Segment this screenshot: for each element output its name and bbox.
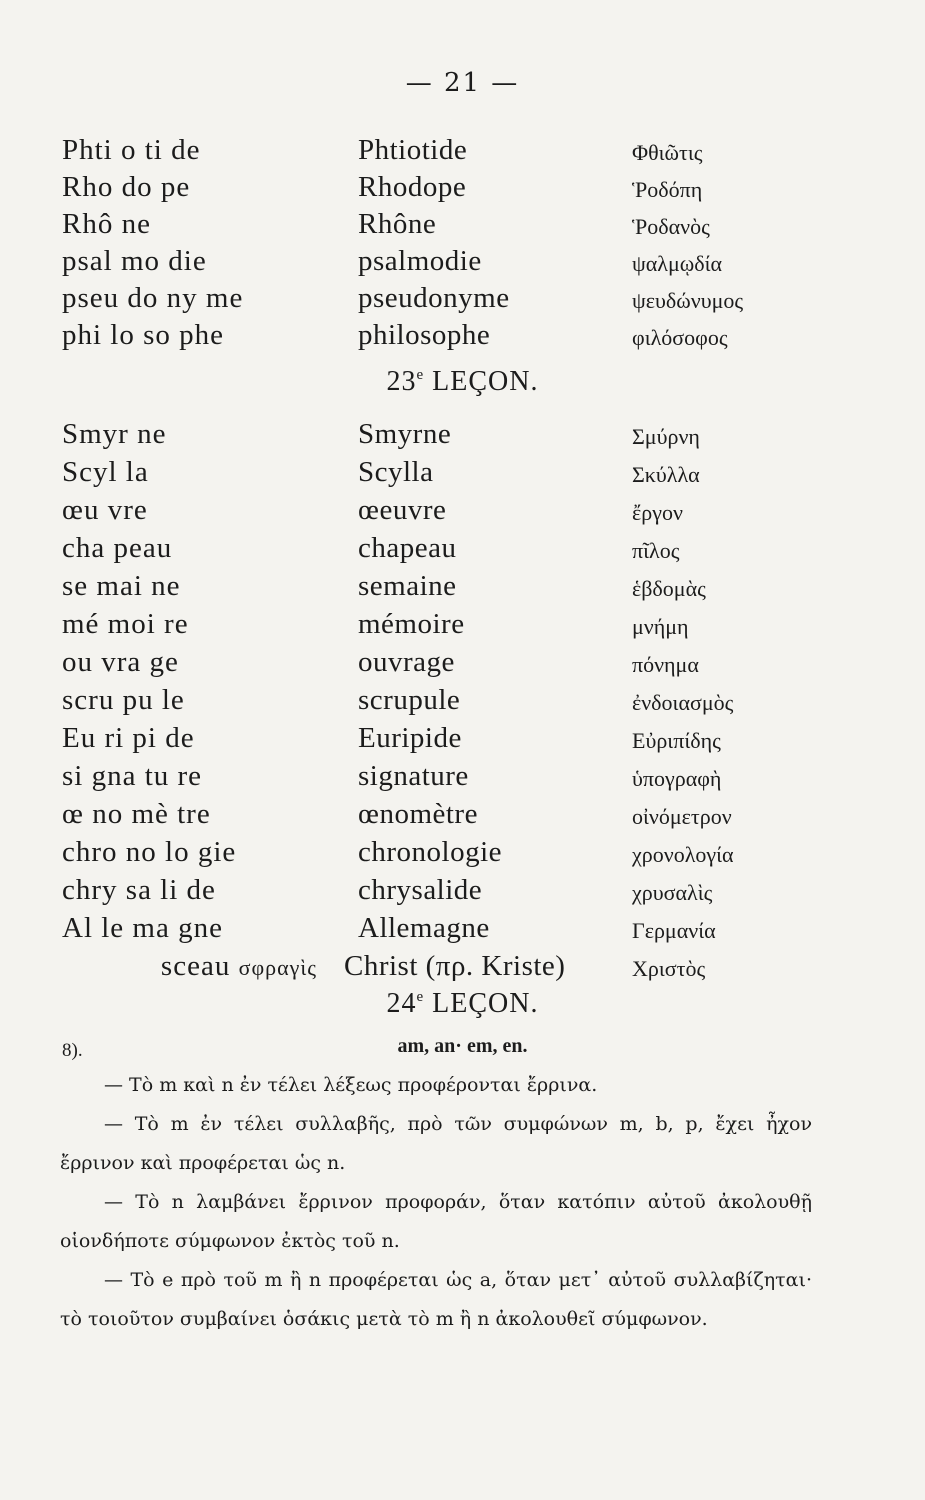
french-word: signature — [358, 760, 469, 792]
greek-word: Σκύλλα — [632, 462, 700, 487]
vocab-row — [0, 282, 925, 320]
french-word: Euripide — [358, 722, 462, 754]
greek-word: μνήμη — [632, 614, 689, 639]
greek-word: Εὐριπίδης — [632, 728, 721, 753]
page-number: — 21 — — [405, 68, 520, 98]
greek-word: ἑβδομὰς — [632, 576, 706, 601]
lesson-number: 24 — [386, 988, 417, 1019]
vocab-row — [0, 722, 925, 760]
french-word: Rhône — [358, 208, 437, 240]
vocab-row — [0, 608, 925, 646]
syllables: se mai ne — [62, 570, 181, 602]
french-word: Scylla — [358, 456, 434, 488]
vocab-row — [0, 418, 925, 456]
greek-word-inline: σφραγὶς — [238, 955, 317, 980]
vocab-row — [0, 874, 925, 912]
syllables: œu vre — [62, 494, 148, 526]
greek-word: Σμύρνη — [632, 424, 700, 449]
french-word: chapeau — [358, 532, 457, 564]
lesson-heading-24 — [0, 988, 925, 1020]
lesson-number-suffix: e — [416, 989, 425, 1005]
lesson-heading-23 — [0, 366, 925, 398]
greek-word: ἔργον — [632, 500, 683, 525]
syllables: si gna tu re — [62, 760, 203, 792]
paragraph: — Τὸ m ἐν τέλει συλλαβῆς, πρὸ τῶν συμφώνων m, b, p, ἔχει ἦχον ἔρρινον καὶ προφέρεται ὡς n. — [60, 1113, 812, 1174]
syllables: Eu ri pi de — [62, 722, 195, 754]
greek-word: φιλόσοφος — [632, 325, 728, 350]
greek-word: πῖλος — [632, 538, 680, 563]
french-word: Allemagne — [358, 912, 490, 944]
vocab-row — [0, 912, 925, 950]
vocab-row — [0, 798, 925, 836]
french-word: scrupule — [358, 684, 461, 716]
vocab-row — [0, 684, 925, 722]
french-word: Smyrne — [358, 418, 452, 450]
french-word: Christ (πρ. Kriste) — [344, 950, 566, 982]
paragraph: — Τὸ m καὶ n ἐν τέλει λέξεως προφέρονται ἔρρινα. — [104, 1074, 598, 1096]
greek-word: Γερμανία — [632, 918, 716, 943]
french-word: psalmodie — [358, 245, 482, 277]
syllables: Phti o ti de — [62, 134, 201, 166]
vocab-row — [0, 208, 925, 246]
syllables: scru pu le — [62, 684, 185, 716]
syllables: Al le ma gne — [62, 912, 223, 944]
paragraph: — Τὸ n λαμβάνει ἔρρινον προφοράν, ὅταν κατόπιν αὐτοῦ ἀκολουθῇ οἱονδήποτε σύμφωνον ἐκτὸς τοῦ n. — [60, 1191, 812, 1252]
vocab-row — [0, 319, 925, 357]
greek-word: χρονολογία — [632, 842, 734, 867]
vocab-row — [0, 836, 925, 874]
syllables: Smyr ne — [62, 418, 167, 450]
greek-word: ψαλμῳδία — [632, 251, 723, 276]
french-word: chrysalide — [358, 874, 483, 906]
french-word: mémoire — [358, 608, 465, 640]
syllables: cha peau — [62, 532, 173, 564]
section-label: 8). — [62, 1040, 83, 1061]
lesson-number: 23 — [386, 366, 417, 397]
vocab-row — [0, 760, 925, 798]
syllables: mé moi re — [62, 608, 189, 640]
syllables: chry sa li de — [62, 874, 216, 906]
greek-word: χρυσαλὶς — [632, 880, 713, 905]
syllables: Rho do pe — [62, 171, 191, 203]
french-word-inline: sceau — [160, 950, 231, 982]
french-word: ouvrage — [358, 646, 455, 678]
vocab-row — [0, 245, 925, 283]
french-word: Rhodope — [358, 171, 467, 203]
greek-word: πόνημα — [632, 652, 699, 677]
vocab-row — [0, 532, 925, 570]
greek-word: Χριστὸς — [632, 956, 706, 981]
french-word: œnomètre — [358, 798, 478, 830]
greek-word: οἰνόμετρον — [632, 804, 732, 829]
section-subtitle: am, an· em, en. — [397, 1035, 528, 1057]
greek-word: Ῥοδόπη — [632, 177, 703, 202]
french-word: chronologie — [358, 836, 503, 868]
greek-word: ψευδώνυμος — [632, 288, 744, 313]
french-word: pseudonyme — [358, 282, 510, 314]
syllables: phi lo so phe — [62, 319, 225, 351]
vocab-row — [0, 171, 925, 209]
lesson-title: LEÇON. — [432, 988, 539, 1019]
syllables: Rhô ne — [62, 208, 151, 240]
vocab-row-special — [0, 950, 925, 988]
syllables: chro no lo gie — [62, 836, 237, 868]
lesson-title: LEÇON. — [432, 366, 539, 397]
syllables: œ no mè tre — [62, 798, 211, 830]
syllables: psal mo die — [62, 245, 207, 277]
vocab-row — [0, 494, 925, 532]
paragraph: — Τὸ e πρὸ τοῦ m ἢ n προφέρεται ὡς a, ὅταν μετ᾽ αὐτοῦ συλλαβίζηται· τὸ τοιοῦτον συμβαίνει ὁσάκις μετὰ τὸ m ἢ n ἀκολουθεῖ σύμφωνον. — [60, 1269, 812, 1330]
greek-word: Ῥοδανὸς — [632, 214, 710, 239]
syllables: ou vra ge — [62, 646, 179, 678]
french-word: philosophe — [358, 319, 491, 351]
french-word: semaine — [358, 570, 457, 602]
french-word: œeuvre — [358, 494, 447, 526]
syllables: Scyl la — [62, 456, 149, 488]
syllables — [161, 950, 317, 983]
french-word: Phtiotide — [358, 134, 468, 166]
greek-word: Φθιῶτις — [632, 140, 703, 165]
lesson-number-suffix: e — [416, 367, 425, 383]
vocab-row — [0, 570, 925, 608]
vocab-row — [0, 646, 925, 684]
greek-word: ἐνδοιασμὸς — [632, 690, 734, 715]
greek-word: ὑπογραφὴ — [632, 766, 722, 791]
syllables: pseu do ny me — [62, 282, 244, 314]
vocab-row — [0, 134, 925, 172]
vocab-row — [0, 456, 925, 494]
